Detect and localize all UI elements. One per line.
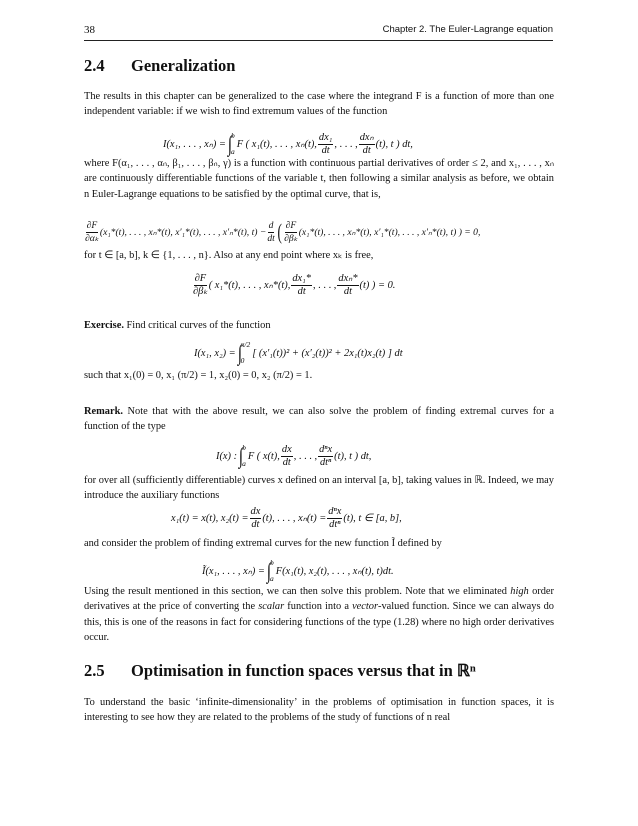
exercise-eq-lhs: I(x₁, x₂) =: [194, 347, 236, 359]
fraction: $\frac{\text{dxₙ}}{dt}$: [359, 131, 374, 156]
equation-euler-lagrange: $\frac{\partial F}{\text{∂αₖ}}$ (x₁*(t), . . . , xₙ*(t), x′₁*(t), . . . , x′ₙ*(t), t) − $\frac{d}{dt}$ ( $\frac{\partial F}{\text{∂βₖ}}$ (x₁*(t), . . . , xₙ*(t), x′₁*(t), . . . , x′ₙ*(t), t) ) = 0,: [85, 219, 481, 244]
integral-limits: b a: [230, 131, 235, 156]
equation-functional: I(x₁, . . . , xₙ) = ∫ b a F ( x₁(t), . . . , xₙ(t), $\frac{\text{dx₁}}{dt}$ , . . . , $\frac{\text{dxₙ}}{dt}$ (t), t ) dt,: [163, 124, 413, 164]
integral-sign: ∫: [266, 558, 272, 583]
integral-limits: b a: [269, 558, 274, 583]
fraction: $\frac{dx}{dt}$: [281, 443, 292, 468]
remark-text: Note that with the above result, we can also solve the problem of finding extremal curves for a function of the type: [84, 406, 554, 433]
remark-auxiliary-intro: for over all (sufficiently differentiable) curves x defined on an interval [a, b], taking values in ℝ. Indeed, we may introduce the auxiliary functions: [84, 475, 554, 502]
fraction: $\frac{d}{dt}$: [267, 219, 275, 244]
fraction: $\frac{\partial F}{\text{∂αₖ}}$: [85, 219, 99, 244]
remark-eq-lhs: I(x) :: [216, 450, 238, 462]
paragraph-function-spaces: To understand the basic ‘infinite-dimensionality’ in the problems of optimisation in function spaces, it is interesting to see how they are related to the problems of the study of functions of n real: [84, 697, 554, 724]
eq3-body: ( x₁*(t), . . . , xₙ*(t),: [208, 280, 291, 291]
equation-remark-functional: I(x) : ∫ b a F ( x(t), $\frac{dx}{dt}$ , . . . , $\frac{\text{dⁿx}}{\text{dtⁿ}}$ (t), t ) dt,: [216, 436, 371, 476]
eq1-body: F ( x₁(t), . . . , xₙ(t),: [236, 139, 317, 150]
integral-sign: ∫: [237, 340, 242, 365]
fraction: $\frac{\partial F}{\text{∂βₖ}}$: [193, 272, 208, 297]
remark-paragraph: [84, 404, 554, 435]
paragraph-endpoint: for t ∈ [a, b], k ∈ {1, . . . , n}. Also at any end point where xₖ is free,: [84, 250, 374, 261]
aux-part-b: (t), . . . , xₙ(t) =: [262, 513, 327, 524]
exercise-paragraph: [84, 318, 554, 333]
running-header: [84, 22, 553, 41]
remark-new-function: and consider the problem of finding extremal curves for the new function Ĩ defined by: [84, 538, 442, 549]
equation-auxiliary: [171, 500, 402, 536]
fraction: $\frac{\partial F}{\text{∂βₖ}}$: [284, 219, 298, 244]
exercise-text: Find critical curves of the function: [126, 320, 271, 331]
equation-exercise: [194, 334, 403, 372]
section-heading-2-5: [84, 661, 554, 681]
eq2-part-a: (x₁*(t), . . . , xₙ*(t), x′₁*(t), . . . , x′ₙ*(t), t) −: [99, 226, 267, 238]
fraction: $\frac{\text{dx₁}}{dt}$: [318, 131, 333, 156]
aux-part-c: (t), t ∈ [a, b],: [343, 513, 402, 524]
fraction: $\frac{\text{dⁿx}}{\text{dtⁿ}}$: [319, 443, 333, 468]
eq1-tail: (t), t ) dt,: [375, 138, 413, 150]
eq2-part-b: (x₁*(t), . . . , xₙ*(t), x′₁*(t), . . . , x′ₙ*(t), t) ) = 0,: [298, 226, 481, 238]
fraction: $\frac{\text{dxₙ*}}{dt}$: [338, 272, 358, 297]
remark-eq-body: F ( x(t),: [247, 450, 280, 462]
section-title: Optimisation in function spaces versus that in ℝⁿ: [131, 661, 476, 680]
integral-sign: ∫: [238, 443, 244, 468]
chapter-title: Chapter 2. The Euler-Lagrange equation: [382, 24, 553, 35]
remark-eq-tail: (t), t ) dt,: [334, 450, 372, 462]
new-eq-body: F(x₁(t), x₂(t), . . . , xₙ(t), t)dt.: [275, 566, 394, 577]
remark-label: Remark.: [84, 406, 123, 417]
fraction: $\frac{\text{dx₁*}}{dt}$: [292, 272, 311, 297]
section-heading-2-4: [84, 56, 554, 76]
integral-limits: b a: [242, 443, 246, 468]
exercise-condition: such that x₁(0) = 0, x₁ (π/2) = 1, x₂(0) = 0, x₂ (π/2) = 1.: [84, 370, 313, 381]
paragraph-intro: The results in this chapter can be generalized to the case where the integrand F is a function of more than one independent variable: if we wish to find extremum values of the function: [84, 91, 554, 118]
section-title: Generalization: [131, 56, 236, 75]
exercise-eq-body: [ (x′₁(t))² + (x′₂(t))² + 2x₁(t)x₂(t) ] dt: [252, 347, 403, 359]
section-number: 2.4: [84, 56, 105, 75]
equation-transversality: $\frac{\partial F}{\text{∂βₖ}}$ ( x₁*(t), . . . , xₙ*(t), $\frac{\text{dx₁*}}{dt}$ , . . . , $\frac{\text{dxₙ*}}{dt}$ (t) ) = 0.: [193, 272, 396, 297]
remark-conclusion: Using the result mentioned in this section, we can then solve this problem. Note that we eliminated high order derivatives at the price of converting the scalar function into a vector-valued function. Since we can always do this, this is one of the reasons in fact for considering functions of the type (1.28) where no high order derivatives occur.: [84, 586, 555, 644]
fraction: $\frac{dx}{dt}$: [250, 505, 261, 530]
integral-limits: π/2 0: [240, 340, 251, 365]
integral-sign: ∫: [227, 131, 233, 156]
exercise-label: Exercise.: [84, 320, 124, 331]
aux-part-a: x₁(t) = x(t), x₂(t) =: [171, 512, 249, 524]
eq1-lhs: I(x₁, . . . , xₙ) =: [163, 139, 226, 150]
new-eq-lhs: Ĩ(x₁, . . . , xₙ) =: [202, 566, 265, 577]
section-number: 2.5: [84, 661, 105, 680]
paragraph-conditions: where F(α₁, . . . , αₙ, β₁, . . . , βₙ, γ) is a function with continuous partial derivatives of order ≤ 2, and x₁, . . . , xₙ are continuously differentiable functions of the variable t, then following a similar analysis as before, we obtain n Euler-Lagrange equations to be satisfied by the optimal curve, that is,: [84, 158, 554, 200]
eq3-tail: (t) ) = 0.: [359, 279, 396, 291]
page-number: 38: [84, 24, 95, 36]
fraction: $\frac{\text{dⁿx}}{\text{dtⁿ}}$: [328, 505, 342, 530]
